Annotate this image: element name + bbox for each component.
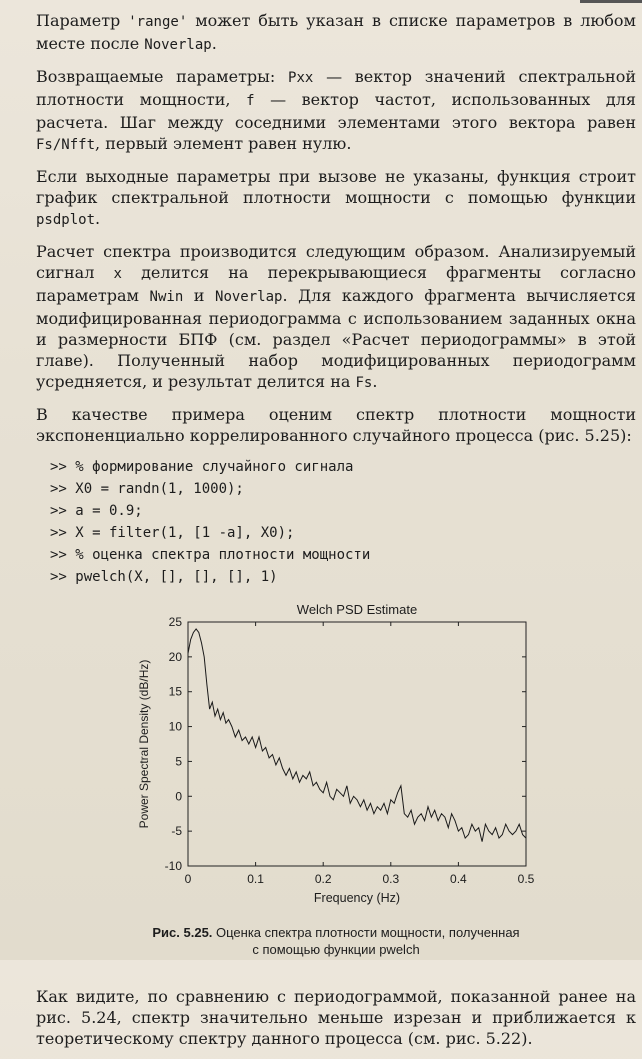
inline-code: Nwin — [149, 289, 184, 305]
y-axis-label: Power Spectral Density (dB/Hz) — [137, 659, 151, 829]
text-run: делится на перекрывающиеся фрагменты согласно параметрам — [36, 263, 636, 305]
x-tick-label: 0 — [184, 872, 192, 886]
caption-line2: с помощью функции pwelch — [252, 942, 420, 957]
code-line: >> % формирование случайного сигнала — [50, 459, 354, 475]
y-tick-label: 15 — [168, 684, 182, 699]
code-line: >> pwelch(X, [], [], [], 1) — [50, 569, 278, 585]
psd-chart — [36, 594, 636, 924]
text-run: Если выходные параметры при вызове не указаны, функция строит график спектральной плотности мощности с помощью функции — [36, 167, 636, 207]
text-run: Параметр — [36, 11, 129, 30]
final-paragraph: Как видите, по сравнению с периодограммой, показанной ранее на рис. 5.24, спектр значительно меньше изрезан и приближается к теоретическому спектру данного процесса (см. рис. 5.22). — [36, 987, 636, 1048]
code-listing — [50, 456, 636, 588]
y-tick-label: 10 — [168, 719, 182, 734]
paragraph — [36, 10, 636, 56]
paragraph — [36, 404, 636, 446]
figure-caption — [36, 924, 636, 958]
psd-series-line — [188, 629, 526, 842]
text-run: — вектор значений спектральной плотности мощности, — [36, 67, 636, 109]
text-run: может быть указан в списке параметров в любом месте после — [36, 11, 636, 53]
inline-code: 'range' — [128, 14, 188, 30]
code-line: >> % оценка спектра плотности мощности — [50, 547, 371, 563]
caption-line1: Оценка спектра плотности мощности, полученная — [212, 925, 520, 940]
text-run: В качестве примера оценим спектр плотности мощности экспоненциально коррелированного случайного процесса (рис. 5.25): — [36, 405, 636, 445]
text-run: и — [183, 286, 216, 305]
paragraph — [36, 166, 636, 231]
y-tick-label: -10 — [164, 859, 182, 873]
inline-code: Noverlap — [215, 289, 283, 305]
inline-code: Fs — [355, 375, 373, 391]
text-run: Расчет спектра производится следующим образом. Анализируемый сигнал — [36, 242, 636, 282]
x-tick-label: 0.2 — [314, 872, 332, 886]
y-tick-label: 20 — [168, 649, 182, 664]
inline-code: Pxx — [288, 70, 314, 86]
inline-code: f — [246, 93, 255, 109]
inline-code: Fs/Nfft — [36, 137, 96, 153]
chart-title: Welch PSD Estimate — [296, 602, 418, 617]
y-tick-label: 5 — [175, 754, 182, 769]
inline-code: Noverlap — [144, 37, 212, 53]
x-tick-label: 0.3 — [382, 872, 400, 886]
page-header-rule — [580, 0, 642, 3]
text-run: . — [95, 209, 101, 228]
book-page — [36, 10, 636, 1059]
text-run: — вектор частот, использованных для расчета. Шаг между соседними элементами этого вектора равен — [36, 90, 636, 132]
paragraph — [36, 66, 636, 156]
x-tick-label: 0.5 — [517, 872, 535, 886]
x-tick-label: 0.1 — [247, 872, 264, 886]
code-line: >> X = filter(1, [1 -a], X0); — [50, 525, 295, 541]
x-axis-label: Frequency (Hz) — [313, 891, 401, 905]
code-line: >> a = 0.9; — [50, 503, 143, 519]
y-tick-label: 0 — [175, 789, 182, 804]
text-run: . — [372, 372, 378, 391]
y-tick-label: 25 — [168, 615, 182, 629]
inline-code: psdplot — [36, 212, 96, 228]
code-line: >> X0 = randn(1, 1000); — [50, 481, 244, 497]
x-tick-label: 0.4 — [450, 872, 467, 886]
text-run: . — [211, 34, 217, 53]
paragraph — [36, 241, 636, 394]
caption-label: Рис. 5.25. — [152, 925, 213, 940]
y-tick-label: -5 — [171, 824, 182, 839]
text-run: Возвращаемые параметры: — [36, 67, 289, 86]
body-text — [36, 10, 636, 446]
text-run: . Для каждого фрагмента вычисляется модифицированная периодограмма с использованием заданных окна и размерности БПФ (см. раздел «Расчет периодограммы» в этой главе). Полученный набор модифицированных периодограмм усредняется, и результат делится на — [36, 286, 636, 391]
text-run: , первый элемент равен нулю. — [95, 134, 352, 153]
figure-5-25 — [36, 594, 636, 924]
inline-code: x — [113, 266, 122, 282]
plot-frame — [188, 622, 526, 866]
